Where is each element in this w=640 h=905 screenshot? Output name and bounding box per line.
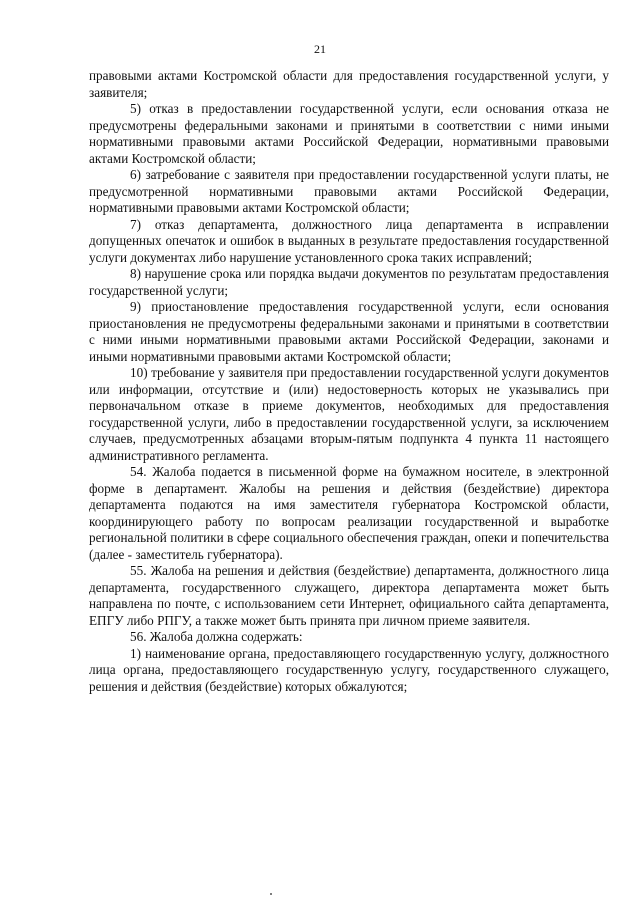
list-item-5: 5) отказ в предоставлении государственной услуги, если основания отказа не предусмотрены федеральными законами и принятыми в соответствии с ними иными нормативными правовыми актами Российской Федерации, нормативными правовыми актами Костромской области; (89, 101, 609, 166)
list-item-9: 9) приостановление предоставления государственной услуги, если основания приостановления не предусмотрены федеральными законами и принятыми в соответствии с ними иными нормативными правовыми актами Российской Федерации, законами и иными нормативными правовыми актами Костромской области; (89, 299, 609, 364)
clause-55: 55. Жалоба на решения и действия (бездействие) департамента, должностного лица департамента, государственного служащего, директора департамента может быть направлена по почте, с использованием сети Интернет, официального сайта департамента, ЕПГУ либо РПГУ, а также может быть принята при личном приеме заявителя. (89, 563, 609, 628)
list-item-7: 7) отказ департамента, должностного лица департамента в исправлении допущенных опечаток и ошибок в выданных в результате предоставления государственной услуги документах либо нарушение установленного срока таких исправлений; (89, 216, 609, 265)
list-item-8: 8) нарушение срока или порядка выдачи документов по результатам предоставления государственной услуги; (89, 266, 609, 298)
clause-56: 56. Жалоба должна содержать: (130, 629, 303, 644)
page-number: 21 (314, 42, 326, 56)
clause-56-item-1: 1) наименование органа, предоставляющего государственную услугу, должностного лица органа, предоставляющего государственную услугу, государственного служащего, решения и действия (бездействие) которых обжалуются; (89, 645, 609, 694)
list-item-10: 10) требование у заявителя при предоставлении государственной услуги документов или информации, отсутствие и (или) недостоверность которых не указывались при первоначальном отказе в приеме документов, необходимых для предоставления государственной услуги, либо в предоставлении государственной услуги, за исключением случаев, предусмотренных абзацами вторым-пятым подпункта 4 пункта 11 настоящего административного регламента. (89, 365, 609, 463)
scan-speck (270, 893, 272, 895)
clause-54: 54. Жалоба подается в письменной форме на бумажном носителе, в электронной форме в департамент. Жалобы на решения и действия (бездействие) директора департамента подаются на имя заместителя губернатора Костромской области, координирующего работу по вопросам реализации государственной и выработке региональной политики в сфере социального обеспечения граждан, опеки и попечительства (далее - заместитель губернатора). (89, 464, 609, 562)
list-item-6: 6) затребование с заявителя при предоставлении государственной услуги платы, не предусмотренной нормативными правовыми актами Российской Федерации, нормативными правовыми актами Костромской области; (89, 167, 609, 215)
paragraph-continuation: правовыми актами Костромской области для предоставления государственной услуги, у заявителя; (89, 68, 609, 100)
document-body (89, 68, 609, 695)
